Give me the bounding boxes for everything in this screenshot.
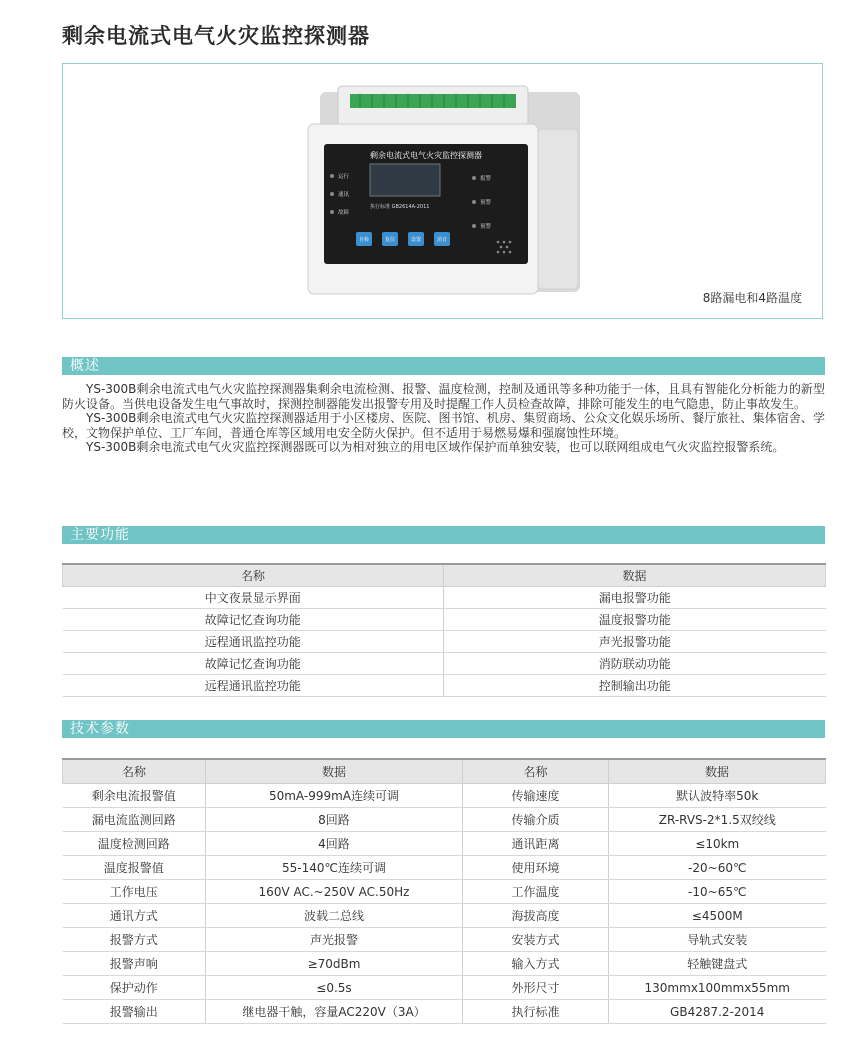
table-cell: 漏电报警功能 xyxy=(444,587,826,609)
svg-text:复位: 复位 xyxy=(384,237,396,243)
table-cell: 中文夜景显示界面 xyxy=(63,587,444,609)
svg-text:执行标准 GB2614A-2011: 执行标准 GB2614A-2011 xyxy=(370,204,430,210)
table-cell: 故障记忆查询功能 xyxy=(63,609,444,631)
svg-text:故障: 故障 xyxy=(338,210,350,216)
tech-section-bar xyxy=(62,720,825,738)
table-row xyxy=(63,928,826,952)
table-cell: 160V AC.~250V AC.50Hz xyxy=(206,880,463,904)
table-cell: 8回路 xyxy=(206,808,463,832)
table-cell: 55-140℃连续可调 xyxy=(206,856,463,880)
overview-paragraph: YS-300B剩余电流式电气火灾监控探测器适用于小区楼房、医院、图书馆、机房、集贸商场、公众文化娱乐场所、餐厅旅社、集体宿舍、学校，文物保护单位、工厂车间，普通仓库等区域用电安全防火保护。但不适用于易燃易爆和强腐蚀性环境。 xyxy=(62,411,825,440)
column-header: 数据 xyxy=(444,564,826,587)
svg-text:运行: 运行 xyxy=(338,174,350,180)
table-cell: 输入方式 xyxy=(463,952,609,976)
table-row xyxy=(63,631,826,653)
table-cell: 控制输出功能 xyxy=(444,675,826,697)
table-cell: 声光报警 xyxy=(206,928,463,952)
table-header-row xyxy=(63,759,826,784)
table-cell: 剩余电流报警值 xyxy=(63,784,206,808)
table-cell: 故障记忆查询功能 xyxy=(63,653,444,675)
table-cell: 继电器干触，容量AC220V（3A） xyxy=(206,1000,463,1024)
overview-section-bar xyxy=(62,357,825,375)
table-cell: -10~65℃ xyxy=(609,880,826,904)
table-cell: 传输速度 xyxy=(463,784,609,808)
table-cell: 报警声响 xyxy=(63,952,206,976)
tech-params-table xyxy=(62,758,826,1024)
table-cell: 温度报警功能 xyxy=(444,609,826,631)
table-row xyxy=(63,952,826,976)
product-image-box xyxy=(62,63,823,319)
table-cell: 温度报警值 xyxy=(63,856,206,880)
table-cell: 工作温度 xyxy=(463,880,609,904)
table-row xyxy=(63,808,826,832)
column-header: 数据 xyxy=(206,759,463,784)
table-cell: ≤0.5s xyxy=(206,976,463,1000)
svg-text:消音: 消音 xyxy=(436,237,448,243)
svg-text:设置: 设置 xyxy=(410,237,422,243)
table-cell: 执行标准 xyxy=(463,1000,609,1024)
table-row xyxy=(63,856,826,880)
column-header: 名称 xyxy=(63,564,444,587)
table-cell: 漏电流监测回路 xyxy=(63,808,206,832)
svg-text:预警: 预警 xyxy=(480,200,492,206)
functions-heading: 主要功能 xyxy=(70,527,130,543)
table-cell: 工作电压 xyxy=(63,880,206,904)
table-row xyxy=(63,653,826,675)
table-row xyxy=(63,587,826,609)
table-cell: 默认波特率50k xyxy=(609,784,826,808)
device-front-title: 剩余电流式电气火灾监控探测器 xyxy=(370,151,482,160)
table-cell: 声光报警功能 xyxy=(444,631,826,653)
table-row xyxy=(63,609,826,631)
table-cell: 保护动作 xyxy=(63,976,206,1000)
functions-table xyxy=(62,563,826,697)
column-header: 名称 xyxy=(63,759,206,784)
table-cell: 50mA-999mA连续可调 xyxy=(206,784,463,808)
table-cell: 安装方式 xyxy=(463,928,609,952)
table-cell: 报警方式 xyxy=(63,928,206,952)
table-cell: 波载二总线 xyxy=(206,904,463,928)
svg-text:自检: 自检 xyxy=(358,237,370,243)
overview-paragraph: YS-300B剩余电流式电气火灾监控探测器集剩余电流检测、报警、温度检测，控制及通讯等多种功能于一体，且具有智能化分析能力的新型防火设备。当供电设备发生电气事故时，探测控制器能发出报警专用及时提醒工作人员检查故障，排除可能发生的电气隐患，防止事故发生。 xyxy=(62,382,825,411)
table-cell: ZR-RVS-2*1.5双绞线 xyxy=(609,808,826,832)
table-cell: 外形尺寸 xyxy=(463,976,609,1000)
table-row xyxy=(63,675,826,697)
page-title: 剩余电流式电气火灾监控探测器 xyxy=(62,24,370,48)
overview-paragraph: YS-300B剩余电流式电气火灾监控探测器既可以为相对独立的用电区域作保护而单独安装，也可以联网组成电气火灾监控报警系统。 xyxy=(86,440,785,454)
table-cell: 轻触键盘式 xyxy=(609,952,826,976)
overview-heading: 概述 xyxy=(70,358,100,374)
table-cell: 通讯方式 xyxy=(63,904,206,928)
functions-section-bar xyxy=(62,526,825,544)
table-row xyxy=(63,880,826,904)
table-row xyxy=(63,1000,826,1024)
table-row xyxy=(63,832,826,856)
table-cell: 使用环境 xyxy=(463,856,609,880)
svg-text:通讯: 通讯 xyxy=(338,192,350,198)
table-cell: ≥70dBm xyxy=(206,952,463,976)
svg-text:预警: 预警 xyxy=(480,224,492,230)
table-cell: 消防联动功能 xyxy=(444,653,826,675)
table-cell: 通讯距离 xyxy=(463,832,609,856)
table-cell: 4回路 xyxy=(206,832,463,856)
table-cell: 传输介质 xyxy=(463,808,609,832)
table-row xyxy=(63,976,826,1000)
table-cell: 海拔高度 xyxy=(463,904,609,928)
table-cell: ≤10km xyxy=(609,832,826,856)
table-cell: -20~60℃ xyxy=(609,856,826,880)
table-cell: 远程通讯监控功能 xyxy=(63,675,444,697)
table-cell: 导轨式安装 xyxy=(609,928,826,952)
table-cell: 130mmx100mmx55mm xyxy=(609,976,826,1000)
table-cell: 远程通讯监控功能 xyxy=(63,631,444,653)
svg-text:报警: 报警 xyxy=(480,176,492,182)
table-cell: 报警输出 xyxy=(63,1000,206,1024)
lcd-display xyxy=(370,164,440,196)
table-cell: 温度检测回路 xyxy=(63,832,206,856)
overview-text xyxy=(62,382,825,455)
detector-device-image xyxy=(298,84,588,299)
table-row xyxy=(63,784,826,808)
table-cell: GB4287.2-2014 xyxy=(609,1000,826,1024)
table-header-row xyxy=(63,564,826,587)
terminal-block-icon xyxy=(350,94,516,108)
product-caption: 8路漏电和4路温度 xyxy=(702,291,802,305)
table-row xyxy=(63,904,826,928)
column-header: 数据 xyxy=(609,759,826,784)
column-header: 名称 xyxy=(463,759,609,784)
table-cell: ≤4500M xyxy=(609,904,826,928)
tech-heading: 技术参数 xyxy=(70,721,130,737)
